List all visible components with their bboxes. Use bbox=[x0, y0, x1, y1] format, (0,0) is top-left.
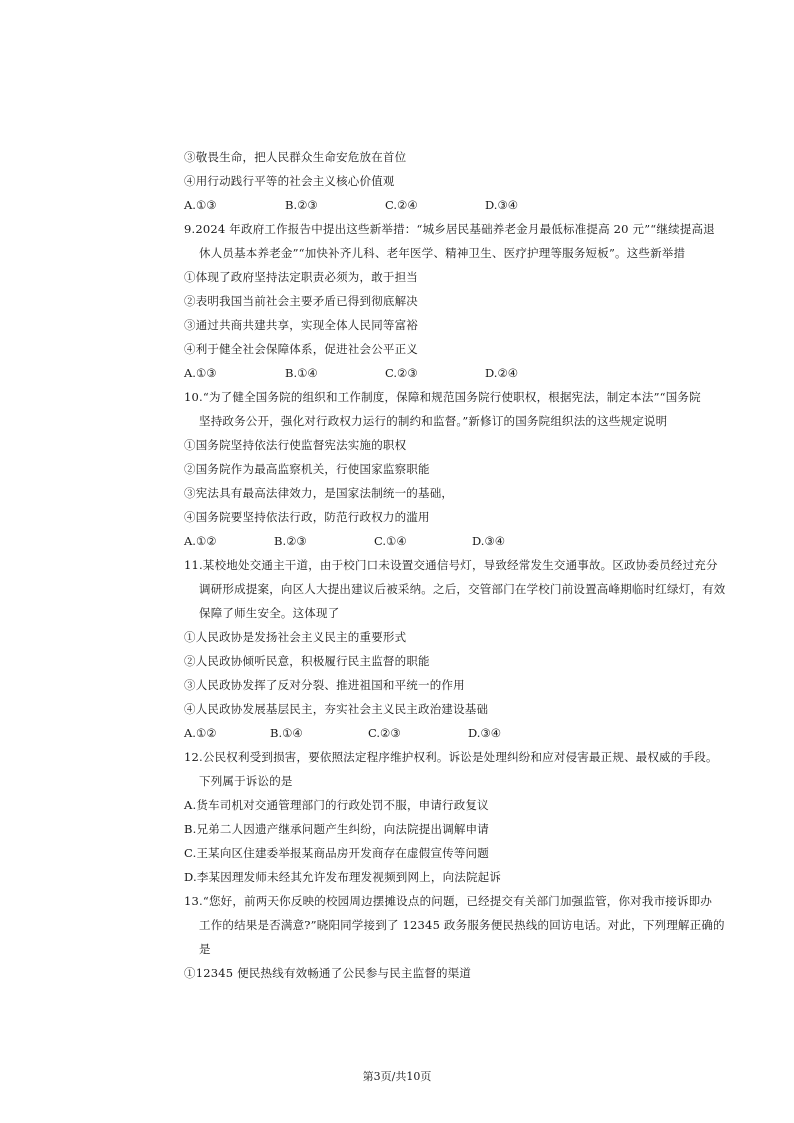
option-c: C.②③ bbox=[368, 726, 401, 740]
q12-choice-c: C.王某向区住建委举报某商品房开发商存在虚假宣传等问题 bbox=[184, 846, 489, 860]
q13-stem-line2: 工作的结果是否满意?”晓阳同学接到了 12345 政务服务便民热线的回访电话。对此，下列理解正确的 bbox=[199, 918, 725, 932]
q9-stem-line2: 休人员基本养老金”“加快补齐儿科、老年医学、精神卫生、医疗护理等服务短板”。这些新举措 bbox=[199, 246, 686, 260]
q10-stem-line1: 10.“为了健全国务院的组织和工作制度，保障和规范国务院行使职权，根据宪法，制定本法”“国务院 bbox=[184, 390, 701, 404]
q9-statement-3: ③通过共商共建共享，实现全体人民同等富裕 bbox=[184, 318, 418, 332]
q9-answer-options bbox=[184, 366, 784, 380]
q13-stem-line1: 13.“您好，前两天你反映的校园周边摆摊设点的问题，已经提交有关部门加强监管，你对我市接诉即办 bbox=[184, 894, 713, 908]
option-b: B.①④ bbox=[285, 366, 318, 380]
q11-stem-line2: 调研形成提案，向区人大提出建议后被采纳。之后，交管部门在学校门前设置高峰期临时红绿灯，有效 bbox=[199, 582, 726, 596]
q10-statement-1: ①国务院坚持依法行使监督宪法实施的职权 bbox=[184, 438, 407, 452]
statement-4: ④用行动践行平等的社会主义核心价值观 bbox=[184, 174, 395, 188]
q11-answer-options bbox=[184, 726, 784, 740]
q12-stem-line2: 下列属于诉讼的是 bbox=[199, 774, 293, 788]
q13-stem-line3: 是 bbox=[199, 942, 211, 956]
option-c: C.①④ bbox=[374, 534, 407, 548]
q13-statement-1: ①12345 便民热线有效畅通了公民参与民主监督的渠道 bbox=[184, 966, 472, 980]
statement-3: ③敬畏生命，把人民群众生命安危放在首位 bbox=[184, 150, 407, 164]
option-d: D.②④ bbox=[485, 366, 519, 380]
option-d: D.③④ bbox=[472, 534, 506, 548]
option-c: C.②④ bbox=[385, 198, 418, 212]
q10-stem-line2: 坚持政务公开，强化对行政权力运行的制约和监督。”新修订的国务院组织法的这些规定说明 bbox=[199, 414, 668, 428]
option-b: B.①④ bbox=[270, 726, 303, 740]
q11-statement-2: ②人民政协倾听民意，积极履行民主监督的职能 bbox=[184, 654, 430, 668]
q12-choice-a: A.货车司机对交通管理部门的行政处罚不服，申请行政复议 bbox=[184, 798, 489, 812]
option-b: B.②③ bbox=[274, 534, 307, 548]
option-a: A.①③ bbox=[184, 198, 217, 212]
q12-choice-d: D.李某因理发师未经其允许发布理发视频到网上，向法院起诉 bbox=[184, 870, 502, 884]
q10-statement-2: ②国务院作为最高监察机关，行使国家监察职能 bbox=[184, 462, 430, 476]
option-d: D.③④ bbox=[468, 726, 502, 740]
q9-statement-1: ①体现了政府坚持法定职责必须为，敢于担当 bbox=[184, 270, 418, 284]
answer-options bbox=[184, 198, 784, 212]
q10-statement-4: ④国务院要坚持依法行政，防范行政权力的滥用 bbox=[184, 510, 430, 524]
q9-statement-2: ②表明我国当前社会主要矛盾已得到彻底解决 bbox=[184, 294, 418, 308]
q11-statement-3: ③人民政协发挥了反对分裂、推进祖国和平统一的作用 bbox=[184, 678, 465, 692]
q9-stem-line1: 9.2024 年政府工作报告中提出这些新举措：“城乡居民基础养老金月最低标准提高 20 元”“继续提高退 bbox=[184, 222, 715, 236]
option-a: A.①② bbox=[184, 534, 217, 548]
q10-answer-options bbox=[184, 534, 784, 548]
option-b: B.②③ bbox=[285, 198, 318, 212]
q9-statement-4: ④利于健全社会保障体系，促进社会公平正义 bbox=[184, 342, 418, 356]
q11-stem-line3: 保障了师生安全。这体现了 bbox=[199, 606, 340, 620]
option-a: A.①③ bbox=[184, 366, 217, 380]
page-number: 第3页/共10页 bbox=[362, 1070, 432, 1083]
q10-statement-3: ③宪法具有最高法律效力，是国家法制统一的基础， bbox=[184, 486, 454, 500]
option-d: D.③④ bbox=[485, 198, 519, 212]
q12-stem-line1: 12.公民权利受到损害，要依照法定程序维护权利。诉讼是处理纠纷和应对侵害最正规、最权威的手段。 bbox=[184, 750, 718, 764]
q11-statement-4: ④人民政协发展基层民主，夯实社会主义民主政治建设基础 bbox=[184, 702, 489, 716]
option-a: A.①② bbox=[184, 726, 217, 740]
q11-statement-1: ①人民政协是发扬社会主义民主的重要形式 bbox=[184, 630, 407, 644]
q11-stem-line1: 11.某校地处交通主干道，由于校门口未设置交通信号灯，导致经常发生交通事故。区政协委员经过充分 bbox=[184, 558, 718, 572]
option-c: C.②③ bbox=[385, 366, 418, 380]
q12-choice-b: B.兄弟二人因遗产继承问题产生纠纷，向法院提出调解申请 bbox=[184, 822, 490, 836]
